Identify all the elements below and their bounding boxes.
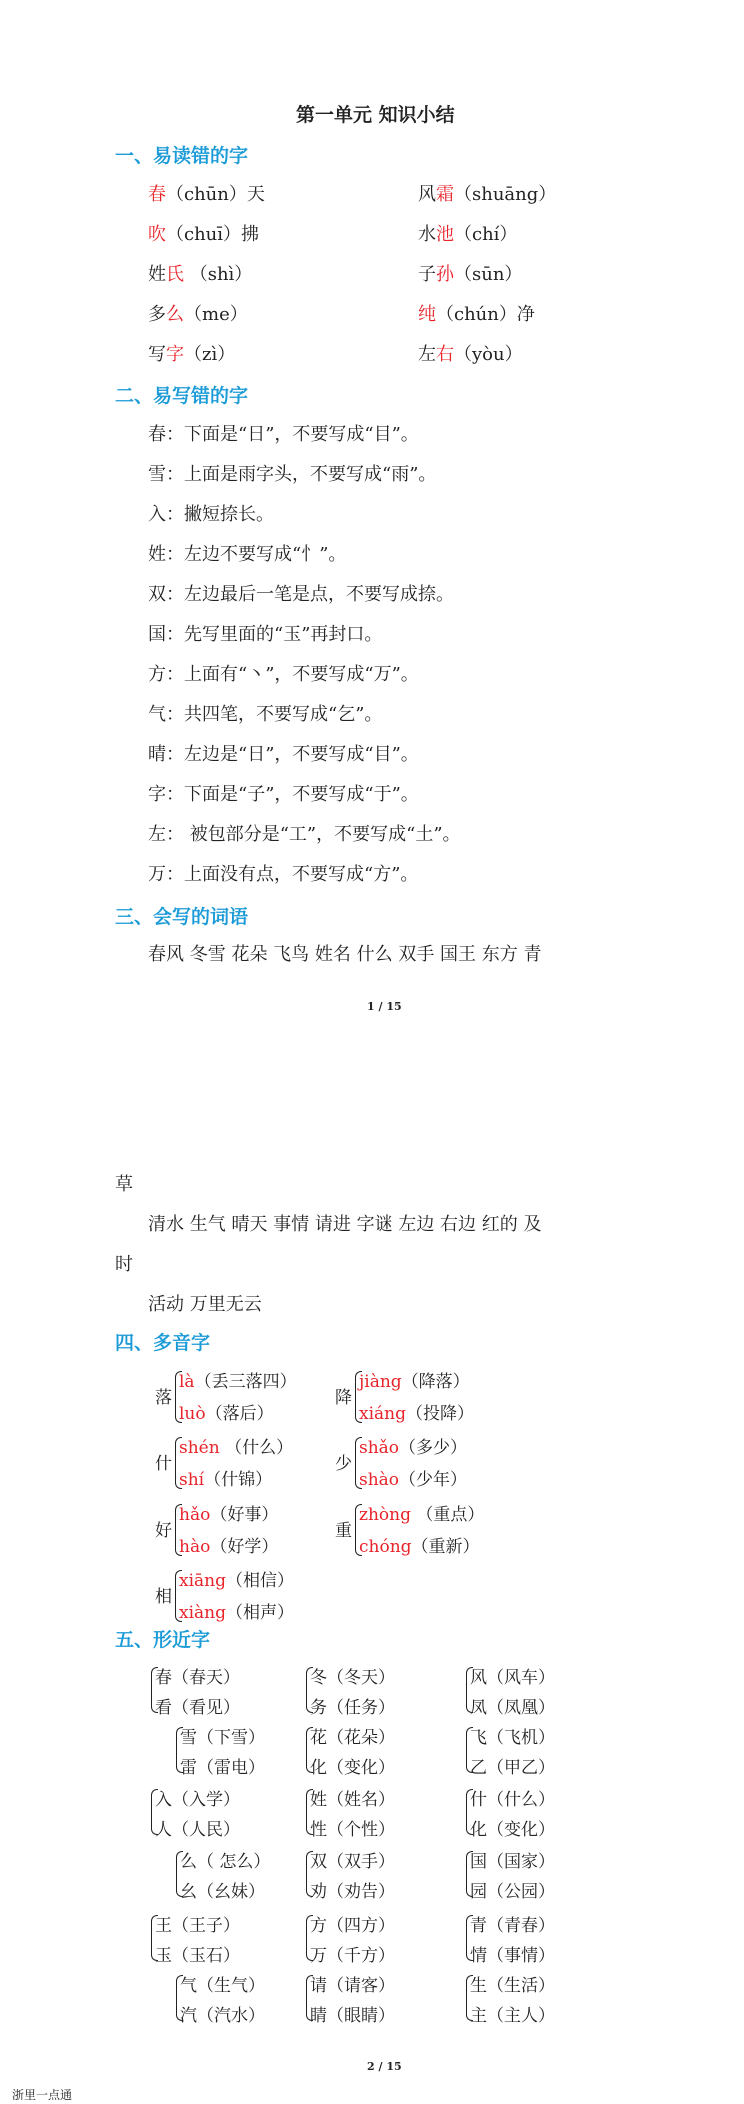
miswritten-line: 左： 被包部分是“工”，不要写成“土”。 <box>148 824 461 845</box>
similar-char: 双（双手） <box>310 1852 395 1872</box>
polyphonic-reading <box>179 1566 294 1591</box>
similar-char: 生（生活） <box>470 1976 555 1996</box>
example-word: （相信） <box>226 1571 294 1591</box>
similar-char: 国（国家） <box>470 1852 555 1872</box>
similar-char: 人（人民） <box>155 1820 240 1840</box>
misread-item-pinyin: （me） <box>184 304 248 325</box>
polyphonic-reading <box>179 1532 278 1557</box>
misread-item-pinyin: （sūn） <box>454 264 523 285</box>
polyphonic-reading <box>179 1465 272 1490</box>
polyphonic-reading <box>359 1465 467 1490</box>
section-heading-2: 二、易写错的字 <box>115 385 249 407</box>
polyphonic-reading <box>359 1532 480 1557</box>
similar-char: 情（事情） <box>470 1946 555 1966</box>
misread-item <box>418 300 535 326</box>
polyphonic-char: 好 <box>155 1521 172 1541</box>
pinyin: zhòng <box>359 1505 411 1525</box>
misread-item-pre: 多 <box>148 304 166 325</box>
similar-char: 玉（玉石） <box>155 1946 240 1966</box>
vocab-line: 春风 冬雪 花朵 飞鸟 姓名 什么 双手 国王 东方 青 <box>148 944 542 965</box>
polyphonic-char: 相 <box>155 1587 172 1607</box>
polyphonic-char: 重 <box>335 1521 352 1541</box>
page-number: 1 / 15 <box>367 1000 402 1013</box>
miswritten-line: 字：下面是“子”，不要写成“于”。 <box>148 784 419 805</box>
similar-char: 主（主人） <box>470 2006 555 2026</box>
similar-char: 春（春天） <box>155 1668 240 1688</box>
misread-item-char: 春 <box>148 184 166 205</box>
similar-char: 雪（下雪） <box>180 1728 265 1748</box>
polyphonic-reading <box>359 1399 474 1424</box>
section-heading-5: 五、形近字 <box>115 1629 211 1651</box>
misread-item-char: 孙 <box>436 264 454 285</box>
pinyin: shén <box>179 1438 220 1458</box>
pinyin: hǎo <box>179 1505 211 1525</box>
similar-char: 凤（凤凰） <box>470 1698 555 1718</box>
polyphonic-char: 降 <box>335 1388 352 1408</box>
miswritten-line: 春：下面是“日”，不要写成“目”。 <box>148 424 419 445</box>
misread-item-char: 纯 <box>418 304 436 325</box>
similar-char: 化（变化） <box>310 1758 395 1778</box>
pinyin: xiàng <box>179 1603 226 1623</box>
similar-char: 姓（姓名） <box>310 1790 395 1810</box>
miswritten-line: 国：先写里面的“玉”再封口。 <box>148 624 383 645</box>
example-word: （重点） <box>410 1505 485 1525</box>
page-title: 第一单元 知识小结 <box>296 104 455 126</box>
similar-char: 性（个性） <box>310 1820 395 1840</box>
miswritten-line: 气：共四笔，不要写成“乞”。 <box>148 704 383 725</box>
polyphonic-reading <box>359 1433 467 1458</box>
miswritten-line: 入：撇短捺长。 <box>148 504 274 525</box>
example-word: （少年） <box>399 1470 468 1490</box>
similar-char: 飞（飞机） <box>470 1728 555 1748</box>
misread-item-char: 池 <box>436 224 454 245</box>
similar-char: 青（青春） <box>470 1916 555 1936</box>
polyphonic-reading <box>179 1399 274 1424</box>
misread-item-pre: 风 <box>418 184 436 205</box>
section-heading-3: 三、会写的词语 <box>115 906 249 928</box>
example-word: （重新） <box>411 1537 480 1557</box>
miswritten-line: 晴：左边是“日”，不要写成“目”。 <box>148 744 419 765</box>
misread-item <box>148 180 265 206</box>
pinyin: hào <box>179 1537 211 1557</box>
polyphonic-reading <box>179 1367 297 1392</box>
similar-char: 入（入学） <box>155 1790 240 1810</box>
pinyin: luò <box>179 1404 206 1424</box>
misread-item-char: 字 <box>166 344 184 365</box>
pinyin: jiàng <box>359 1372 402 1392</box>
similar-char: 睛（眼睛） <box>310 2006 395 2026</box>
misread-item <box>418 180 556 206</box>
example-word: （落后） <box>205 1404 274 1424</box>
polyphonic-reading <box>359 1367 470 1392</box>
similar-char: 么（ 怎么） <box>180 1852 271 1872</box>
miswritten-line: 姓：左边不要写成“忄”。 <box>148 544 347 565</box>
pinyin: xiáng <box>359 1404 406 1424</box>
misread-item-char: 么 <box>166 304 184 325</box>
similar-char: 冬（冬天） <box>310 1668 395 1688</box>
misread-item-pinyin: （zì） <box>184 344 236 365</box>
misread-item <box>148 300 248 326</box>
pinyin: chóng <box>359 1537 412 1557</box>
section-heading-4: 四、多音字 <box>115 1332 211 1354</box>
similar-char: 花（花朵） <box>310 1728 395 1748</box>
misread-item-pre: 姓 <box>148 264 166 285</box>
polyphonic-char: 什 <box>155 1454 172 1474</box>
similar-char: 务（任务） <box>310 1698 395 1718</box>
similar-char: 幺（幺妹） <box>180 1882 265 1902</box>
misread-item-pinyin: （chuī）拂 <box>166 224 260 245</box>
misread-item <box>148 260 252 286</box>
similar-char: 气（生气） <box>180 1976 265 1996</box>
example-word: （好学） <box>210 1537 279 1557</box>
similar-char: 风（风车） <box>470 1668 555 1688</box>
miswritten-line: 双：左边最后一笔是点，不要写成捺。 <box>148 584 454 605</box>
misread-item <box>148 340 235 366</box>
miswritten-line: 雪：上面是雨字头，不要写成“雨”。 <box>148 464 437 485</box>
pinyin: xiāng <box>179 1571 226 1591</box>
misread-item-pre: 左 <box>418 344 436 365</box>
vocab-cont-1: 草 <box>115 1174 133 1195</box>
misread-item-pre: 写 <box>148 344 166 365</box>
example-word: （相声） <box>226 1603 294 1623</box>
misread-item-char: 霜 <box>436 184 454 205</box>
misread-item-pinyin: （shuāng） <box>454 184 557 205</box>
miswritten-line: 方：上面有“丶”，不要写成“万”。 <box>148 664 419 685</box>
similar-char: 方（四方） <box>310 1916 395 1936</box>
misread-item-pinyin: （chí） <box>454 224 518 245</box>
polyphonic-char: 落 <box>155 1388 172 1408</box>
similar-char: 汽（汽水） <box>180 2006 265 2026</box>
vocab-cont-4: 活动 万里无云 <box>148 1294 262 1315</box>
misread-item-char: 氏 <box>166 264 184 285</box>
page-number: 2 / 15 <box>367 2060 402 2073</box>
misread-item-pre: 水 <box>418 224 436 245</box>
misread-item-pinyin: （chūn）天 <box>166 184 265 205</box>
misread-item-pinyin: （chún）净 <box>436 304 535 325</box>
polyphonic-reading <box>179 1433 293 1458</box>
polyphonic-reading <box>179 1598 294 1623</box>
polyphonic-char: 少 <box>335 1454 352 1474</box>
example-word: （什锦） <box>204 1470 273 1490</box>
pinyin: shí <box>179 1470 205 1490</box>
similar-char: 化（变化） <box>470 1820 555 1840</box>
example-word: （多少） <box>399 1438 468 1458</box>
misread-item <box>148 220 259 246</box>
misread-item-char: 右 <box>436 344 454 365</box>
misread-item <box>418 220 517 246</box>
example-word: （投降） <box>406 1404 474 1424</box>
misread-item-pinyin: （yòu） <box>454 344 523 365</box>
misread-item-pre: 子 <box>418 264 436 285</box>
misread-item <box>418 260 522 286</box>
footer-brand: 浙里一点通 <box>12 2088 73 2102</box>
misread-item-pinyin: （shì） <box>184 264 253 285</box>
similar-char: 万（千方） <box>310 1946 395 1966</box>
misread-item-char: 吹 <box>148 224 166 245</box>
similar-char: 王（王子） <box>155 1916 240 1936</box>
section-heading-1: 一、易读错的字 <box>115 145 249 167</box>
similar-char: 乙（甲乙） <box>470 1758 555 1778</box>
pinyin: shǎo <box>359 1438 400 1458</box>
vocab-cont-3: 时 <box>115 1254 133 1275</box>
pinyin: shào <box>359 1470 400 1490</box>
pinyin: là <box>179 1372 195 1392</box>
miswritten-line: 万：上面没有点，不要写成“方”。 <box>148 864 419 885</box>
polyphonic-reading <box>179 1500 278 1525</box>
similar-char: 请（请客） <box>310 1976 395 1996</box>
example-word: （什么） <box>219 1438 294 1458</box>
example-word: （丢三落四） <box>194 1372 297 1392</box>
similar-char: 园（公园） <box>470 1882 555 1902</box>
similar-char: 劝（劝告） <box>310 1882 395 1902</box>
polyphonic-reading <box>359 1500 484 1525</box>
example-word: （降落） <box>401 1372 470 1392</box>
vocab-cont-2: 清水 生气 晴天 事情 请进 字谜 左边 右边 红的 及 <box>148 1214 542 1235</box>
similar-char: 看（看见） <box>155 1698 240 1718</box>
similar-char: 雷（雷电） <box>180 1758 265 1778</box>
example-word: （好事） <box>210 1505 279 1525</box>
similar-char: 什（什么） <box>470 1790 555 1810</box>
misread-item <box>418 340 523 366</box>
